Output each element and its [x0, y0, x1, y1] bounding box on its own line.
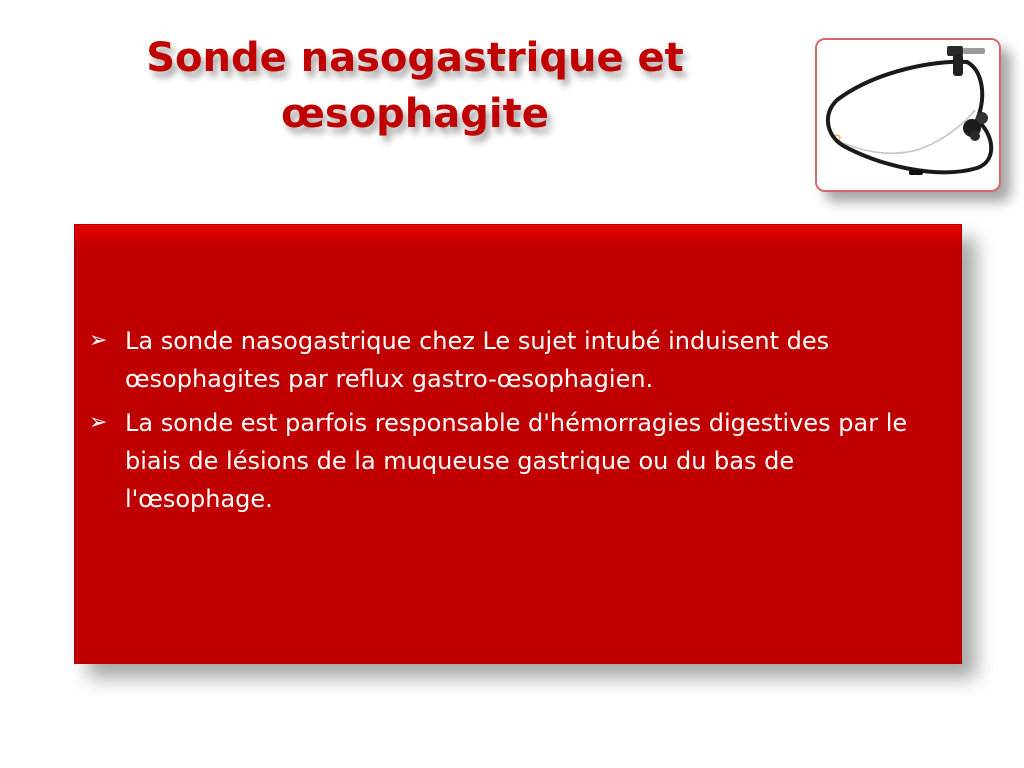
- bullet-item: [89, 322, 939, 398]
- bullet-item: [89, 404, 939, 518]
- bullet-text: La sonde nasogastrique chez Le sujet intubé induisent des œsophagites par reflux gastro-œsophagien.: [125, 327, 830, 393]
- bullet-text: La sonde est parfois responsable d'hémorragies digestives par le biais de lésions de la muqueuse gastrique ou du bas de l'œsophage.: [125, 409, 908, 513]
- title-line-2: œsophagite: [281, 91, 549, 137]
- content-box: [74, 224, 962, 664]
- slide-title: [70, 30, 760, 142]
- bullet-list: [89, 322, 939, 524]
- arrow-bullet-icon: ➢: [89, 410, 108, 435]
- arrow-bullet-icon: ➢: [89, 328, 108, 353]
- nasogastric-tube-icon: [817, 40, 999, 190]
- title-line-1: Sonde nasogastrique et: [146, 35, 684, 81]
- nasogastric-tube-photo: [815, 38, 1001, 192]
